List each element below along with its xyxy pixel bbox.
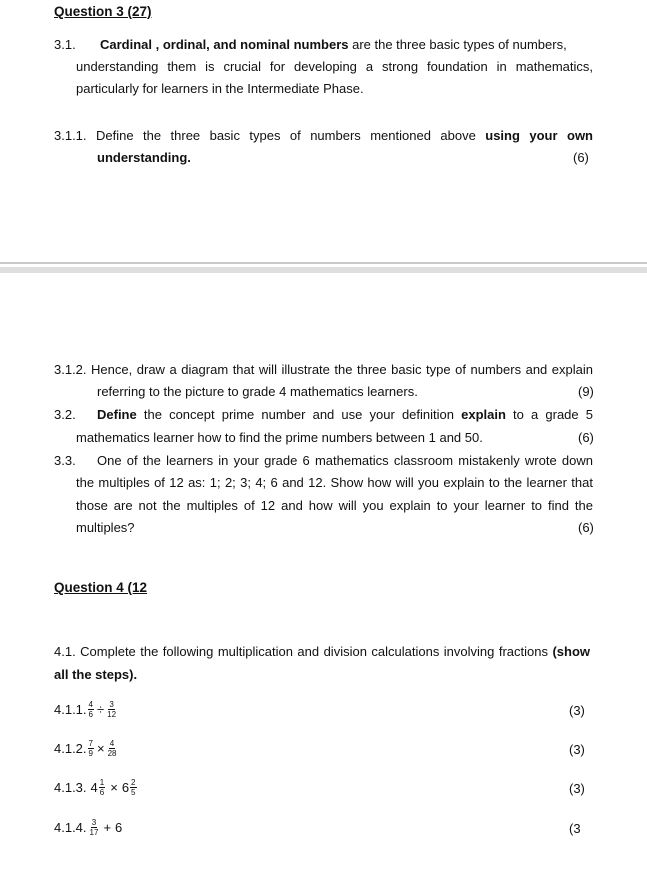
q4-1-1-label: 4.1.1. bbox=[54, 702, 87, 717]
q4-1-2-marks: (3) bbox=[569, 742, 585, 757]
q3-1-2-line1: 3.1.2. Hence, draw a diagram that will illustrate the three basic type of numbers and explain bbox=[54, 362, 593, 377]
q3-2-explain: explain bbox=[461, 407, 506, 422]
q3-1-2-line2: referring to the picture to grade 4 mathematics learners. bbox=[97, 384, 418, 399]
q4-1-3-label: 4.1.3. bbox=[54, 780, 87, 795]
fraction-denominator: 6 bbox=[99, 788, 105, 797]
divide-sign: ÷ bbox=[96, 702, 105, 717]
fraction-numerator: 3 bbox=[91, 818, 97, 827]
page-divider-line bbox=[0, 262, 647, 264]
q4-1-3-mixed-b bbox=[122, 778, 138, 797]
mixed-fraction bbox=[130, 778, 136, 797]
q3-1-rest: are the three basic types of numbers, bbox=[348, 37, 567, 52]
multiply-sign: × bbox=[110, 780, 118, 795]
whole-number: 6 bbox=[121, 780, 130, 795]
q4-1-line1 bbox=[54, 644, 590, 659]
fraction-numerator: 3 bbox=[109, 700, 114, 709]
fraction-numerator: 4 bbox=[109, 739, 115, 748]
q3-1-2-marks: (9) bbox=[578, 384, 594, 399]
q4-1-text: 4.1. Complete the following multiplication and division calculations involving fractions bbox=[54, 644, 553, 659]
q3-3-line3: those are not the multiples of 12 and how will you explain to your learner to find the bbox=[76, 498, 593, 513]
q4-1-4-expression bbox=[54, 818, 122, 837]
q4-1-3-expression bbox=[54, 778, 138, 797]
page-divider-band bbox=[0, 267, 647, 273]
q3-3-line2: the multiples of 12 as: 1; 2; 3; 4; 6 and 12. Show how will you explain to the learner that bbox=[76, 475, 593, 490]
fraction-numerator: 4 bbox=[88, 700, 93, 709]
q3-1-number: 3.1. bbox=[54, 37, 76, 52]
fraction-denominator: 6 bbox=[88, 710, 93, 719]
q3-2-line1 bbox=[97, 407, 593, 422]
q3-1-bold-terms: Cardinal , ordinal, and nominal numbers bbox=[100, 37, 349, 52]
whole-number: 6 bbox=[115, 820, 123, 835]
q3-2-number: 3.2. bbox=[54, 407, 76, 422]
q3-3-line1: One of the learners in your grade 6 mathematics classroom mistakenly wrote down bbox=[97, 453, 593, 468]
q4-1-show-steps: all the steps). bbox=[54, 667, 138, 682]
fraction-denominator: 5 bbox=[131, 788, 136, 797]
q3-2-define: Define bbox=[97, 407, 137, 422]
q4-1-4-label: 4.1.4. bbox=[54, 820, 87, 835]
fraction-denominator: 12 bbox=[107, 710, 117, 719]
q4-1-line2 bbox=[54, 667, 137, 682]
q3-1-1-line1 bbox=[54, 128, 593, 143]
question-3-heading: Question 3 (27) bbox=[54, 4, 152, 19]
q3-1-line1 bbox=[100, 37, 593, 52]
fraction-denominator: 17 bbox=[89, 828, 99, 837]
q4-1-1-fraction-b bbox=[107, 700, 116, 719]
q3-2-mid: the concept prime number and use your definition bbox=[136, 407, 462, 422]
q4-1-1-marks: (3) bbox=[569, 703, 585, 718]
q4-1-1-fraction-a bbox=[88, 700, 94, 719]
q3-1-1-marks: (6) bbox=[573, 150, 589, 165]
multiply-sign: × bbox=[96, 741, 105, 756]
q3-3-line4: multiples? bbox=[76, 520, 135, 535]
q3-3-number: 3.3. bbox=[54, 453, 76, 468]
q4-1-2-expression bbox=[54, 739, 117, 758]
q3-2-line2: mathematics learner how to find the prime numbers between 1 and 50. bbox=[76, 430, 483, 445]
fraction-denominator: 9 bbox=[88, 749, 93, 758]
q4-1-4-fraction-a bbox=[90, 818, 99, 837]
fraction-numerator: 7 bbox=[88, 739, 93, 748]
q4-1-1-expression bbox=[54, 700, 117, 719]
q4-1-3-mixed-a bbox=[91, 778, 107, 797]
mixed-fraction bbox=[99, 778, 105, 797]
question-4-heading: Question 4 (12 bbox=[54, 580, 148, 595]
q4-1-3-marks: (3) bbox=[569, 781, 585, 796]
q3-1-line2: understanding them is crucial for developing a strong foundation in mathematics, bbox=[76, 59, 593, 74]
fraction-denominator: 28 bbox=[107, 749, 117, 758]
q3-1-line3: particularly for learners in the Intermediate Phase. bbox=[76, 81, 364, 96]
q4-1-2-label: 4.1.2. bbox=[54, 741, 87, 756]
q4-1-2-fraction-a bbox=[88, 739, 94, 758]
fraction-numerator: 1 bbox=[99, 778, 105, 787]
q4-1-2-fraction-b bbox=[108, 739, 117, 758]
q3-3-marks: (6) bbox=[578, 520, 594, 535]
q3-2-marks: (6) bbox=[578, 430, 594, 445]
q3-2-end: to a grade 5 bbox=[505, 407, 594, 422]
q4-1-4-marks: (3 bbox=[569, 821, 581, 836]
whole-number: 4 bbox=[90, 780, 98, 795]
q4-1-bold: (show bbox=[552, 644, 590, 659]
q3-1-1-line2 bbox=[97, 150, 191, 165]
q3-1-1-text: 3.1.1. Define the three basic types of numbers mentioned above bbox=[54, 128, 486, 143]
q3-1-1-bold: using your own bbox=[485, 128, 593, 143]
q3-1-1-understanding: understanding. bbox=[97, 150, 191, 165]
fraction-numerator: 2 bbox=[131, 778, 136, 787]
plus-sign: + bbox=[103, 820, 112, 835]
